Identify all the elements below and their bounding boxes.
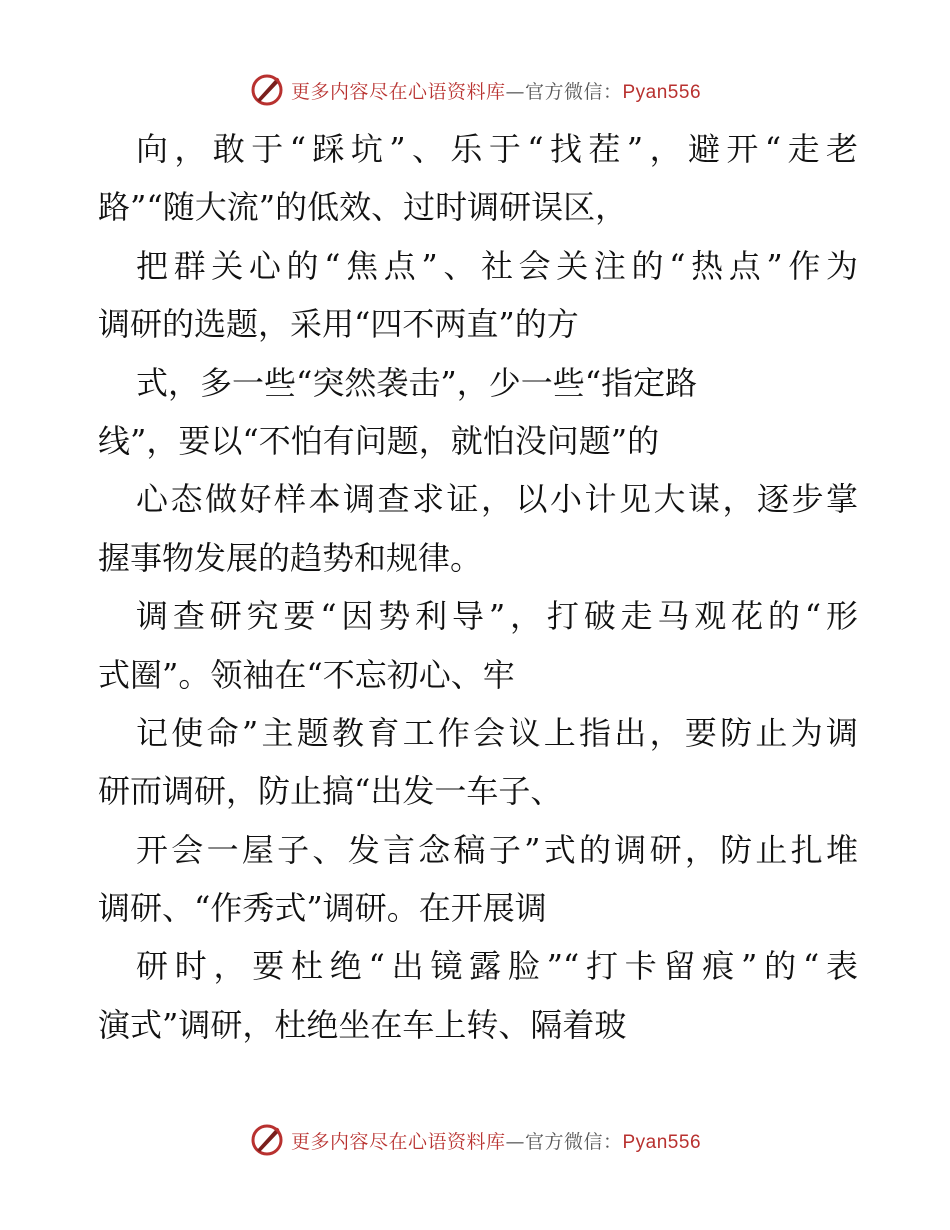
- text-line: 路”“随大流”的低效、过时调研误区，: [98, 188, 628, 227]
- text-line: 调研的选题，采用“四不两直”的方: [98, 305, 579, 344]
- footer-banner-id: Pyan556: [622, 1131, 702, 1153]
- text-line: 式，多一些“突然袭击”，少一些“指定路: [136, 363, 698, 402]
- text-line: 演式”调研，杜绝坐在车上转、隔着玻: [98, 1005, 627, 1044]
- footer-banner: [0, 1120, 950, 1160]
- text-line: 调研、“作秀式”调研。在开展调: [98, 889, 547, 928]
- header-banner-wechat: 官方微信：: [524, 80, 623, 103]
- text-line: 把群关心的“焦点”、社会关注的“热点”作为: [136, 246, 858, 285]
- header-banner-id: Pyan556: [622, 81, 702, 103]
- body-text: [98, 120, 858, 1054]
- text-line: 线”，要以“不怕有问题，就怕没问题”的: [98, 421, 660, 460]
- header-banner-main: 更多内容尽在心语资料库: [290, 80, 506, 103]
- header-banner: [0, 70, 950, 110]
- text-line: 开会一屋子、发言念稿子”式的调研，防止扎堆: [136, 830, 858, 869]
- text-line: 记使命”主题教育工作会议上指出，要防止为调: [136, 713, 858, 752]
- text-line: 心态做好样本调查求证，以小计见大谋，逐步掌: [136, 480, 858, 519]
- text-line: 握事物发展的趋势和规律。: [98, 538, 483, 577]
- text-line: 研时，要杜绝“出镜露脸”“打卡留痕”的“表: [136, 947, 858, 986]
- feather-pen-logo-icon: [249, 72, 285, 108]
- text-line: 调查研究要“因势利导”，打破走马观花的“形: [136, 597, 858, 636]
- footer-banner-wechat: 官方微信：: [524, 1130, 623, 1153]
- header-banner-text: [291, 77, 701, 104]
- footer-banner-dash: —: [505, 1130, 525, 1153]
- footer-banner-main: 更多内容尽在心语资料库: [290, 1130, 506, 1153]
- feather-pen-logo-icon: [249, 1122, 285, 1158]
- text-line: 向，敢于“踩坑”、乐于“找茬”，避开“走老: [136, 130, 858, 168]
- text-line: 式圈”。领袖在“不忘初心、牢: [98, 655, 515, 694]
- text-line: 研而调研，防止搞“出发一车子、: [98, 772, 563, 811]
- footer-banner-text: [291, 1127, 701, 1154]
- header-banner-dash: —: [505, 80, 525, 103]
